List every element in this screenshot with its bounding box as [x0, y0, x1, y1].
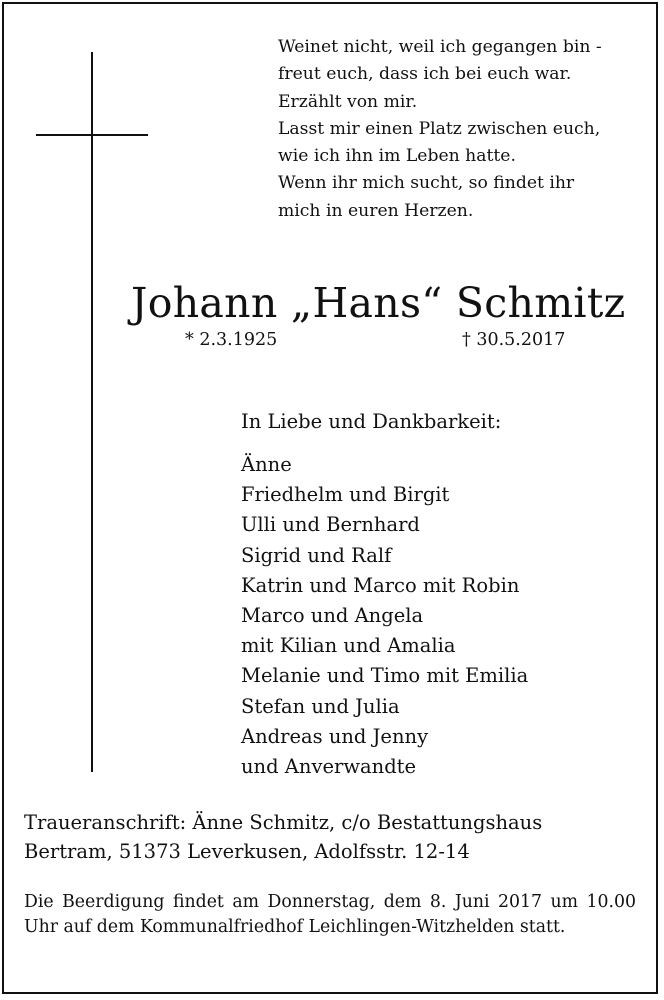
mourners-heading: In Liebe und Dankbarkeit:	[241, 410, 502, 433]
birth-date: * 2.3.1925	[185, 330, 278, 350]
mourning-address	[24, 808, 644, 866]
poem-line: Weinet nicht, weil ich gegangen bin -	[278, 37, 602, 57]
mourner-entry: Sigrid und Ralf	[241, 543, 392, 567]
poem-line: wie ich ihn im Leben hatte.	[278, 146, 516, 167]
mourner-entry: mit Kilian und Amalia	[241, 634, 456, 658]
mourner-entry: Melanie und Timo mit Emilia	[241, 664, 529, 688]
deceased-name: Johann „Hans“ Schmitz	[131, 279, 626, 327]
mourner-entry: Stefan und Julia	[241, 694, 400, 718]
poem-line: freut euch, dass ich bei euch war.	[278, 64, 572, 85]
poem-line: mich in euren Herzen.	[278, 200, 474, 221]
mourner-entry: Friedhelm und Birgit	[241, 483, 450, 507]
funeral-notice: Die Beerdigung findet am Donnerstag, dem 8. Juni 2017 um 10.00 Uhr auf dem Kommunalfriedhof Leichlingen-Witzhelden statt.	[24, 892, 636, 937]
mourner-entry: Marco und Angela	[241, 604, 424, 628]
mourner-entry: Katrin und Marco mit Robin	[241, 573, 520, 597]
poem-line: Wenn ihr mich sucht, so findet ihr	[278, 173, 575, 194]
address-line: Traueranschrift: Änne Schmitz, c/o Bestattungshaus	[24, 811, 543, 834]
mourner-entry: Andreas und Jenny	[241, 724, 429, 748]
cross-horizontal-bar	[36, 134, 148, 136]
mourners-list	[241, 450, 528, 782]
poem	[278, 34, 602, 225]
address-line: Bertram, 51373 Leverkusen, Adolfsstr. 12-14	[24, 840, 470, 863]
mourner-entry: Änne	[241, 453, 292, 476]
death-date: † 30.5.2017	[462, 330, 566, 350]
cross-vertical-bar	[91, 52, 93, 772]
poem-line: Erzählt von mir.	[278, 91, 418, 112]
mourner-entry: und Anverwandte	[241, 755, 417, 779]
mourner-entry: Ulli und Bernhard	[241, 513, 420, 537]
poem-line: Lasst mir einen Platz zwischen euch,	[278, 118, 601, 139]
